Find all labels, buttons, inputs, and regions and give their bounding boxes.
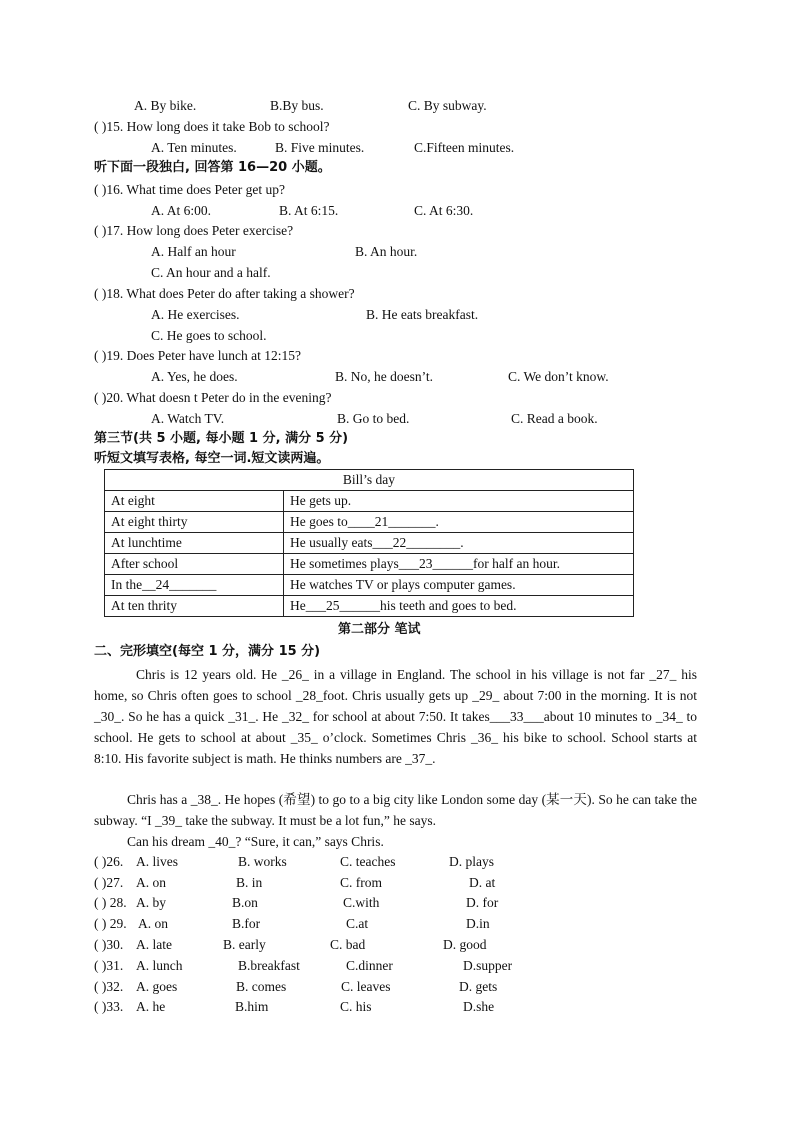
q18-stem: ( )18. What does Peter do after taking a shower?: [94, 286, 355, 301]
passage-paragraph-3: Can his dream _40_? “Sure, it can,” says Chris.: [127, 834, 384, 849]
option-d: D. at: [469, 875, 496, 890]
table-row: [105, 575, 634, 596]
q20-option-a: A. Watch TV.: [151, 411, 225, 426]
q16-stem: ( )16. What time does Peter get up?: [94, 182, 285, 197]
option-b: B.breakfast: [238, 958, 300, 973]
table-row: [105, 554, 634, 575]
option-a: A. late: [136, 937, 172, 952]
option-a: A. on: [138, 916, 168, 931]
item-number: ( ) 29.: [94, 916, 127, 931]
table-cell-activity: He___25______his teeth and goes to bed.: [284, 596, 634, 617]
table-cell-time: At lunchtime: [105, 533, 284, 554]
option-b: B. early: [223, 937, 266, 952]
option-d: D. gets: [459, 979, 498, 994]
item-number: ( )26.: [94, 854, 124, 869]
q20-option-c: C. Read a book.: [511, 411, 598, 426]
option-a: A. lunch: [136, 958, 183, 973]
option-c: C. his: [340, 999, 372, 1014]
table-cell-activity: He sometimes plays___23______for half an hour.: [284, 554, 634, 575]
table-cell-time: At ten thrity: [105, 596, 284, 617]
q20-option-b: B. Go to bed.: [337, 411, 410, 426]
q17-option-b: B. An hour.: [355, 244, 418, 259]
option-c: C. bad: [330, 937, 366, 952]
table-row: [105, 512, 634, 533]
q19-option-c: C. We don’t know.: [508, 369, 609, 384]
section3-title: 第三节(共 5 小题, 每小题 1 分, 满分 5 分): [94, 431, 349, 446]
cloze-title: 二、完形填空(每空 1 分，满分 15 分): [94, 644, 321, 659]
option-b: B.on: [232, 895, 258, 910]
option-a: A. goes: [136, 979, 178, 994]
table-row: [105, 596, 634, 617]
option-d: D. good: [443, 937, 487, 952]
option-a: A. on: [136, 875, 166, 890]
option-c: C.with: [343, 895, 380, 910]
q18-option-a: A. He exercises.: [151, 307, 240, 322]
option-d: D. plays: [449, 854, 494, 869]
table-title: Bill’s day: [105, 470, 634, 491]
table-cell-time: After school: [105, 554, 284, 575]
q17-option-c: C. An hour and a half.: [151, 265, 271, 280]
option-b: B. comes: [236, 979, 287, 994]
table-cell-activity: He gets up.: [284, 491, 634, 512]
q14-option-a: A. By bike.: [134, 98, 197, 113]
item-number: ( )32.: [94, 979, 124, 994]
table-cell-time: In the__24_______: [105, 575, 284, 596]
q16-option-b: B. At 6:15.: [279, 203, 339, 218]
q15-option-a: A. Ten minutes.: [151, 140, 237, 155]
option-d: D.in: [466, 916, 490, 931]
q19-option-b: B. No, he doesn’t.: [335, 369, 433, 384]
option-d: D. for: [466, 895, 499, 910]
q14-option-b: B.By bus.: [270, 98, 324, 113]
q15-option-c: C.Fifteen minutes.: [414, 140, 515, 155]
option-a: A. lives: [136, 854, 178, 869]
option-b: B.him: [235, 999, 269, 1014]
q17-stem: ( )17. How long does Peter exercise?: [94, 223, 294, 238]
bills-day-table: [104, 469, 634, 617]
option-a: A. by: [136, 895, 166, 910]
table-cell-activity: He watches TV or plays computer games.: [284, 575, 634, 596]
option-a: A. he: [136, 999, 166, 1014]
option-d: D.she: [463, 999, 495, 1014]
q16-option-a: A. At 6:00.: [151, 203, 212, 218]
q18-option-c: C. He goes to school.: [151, 328, 267, 343]
option-b: B.for: [232, 916, 261, 931]
table-row: [105, 533, 634, 554]
q17-option-a: A. Half an hour: [151, 244, 236, 259]
q16-option-c: C. At 6:30.: [414, 203, 474, 218]
q15-option-b: B. Five minutes.: [275, 140, 365, 155]
q18-option-b: B. He eats breakfast.: [366, 307, 479, 322]
section-16-20-heading: 听下面一段独白, 回答第 16—20 小题。: [94, 160, 331, 175]
passage-paragraph-1: Chris is 12 years old. He _26_ in a village in England. The school in his village is not far _27_ his home, so Chris often goes to school _28_foot. Chris usually gets up _29_ about 7:00 in the morning. It is not _30_. So he has a quick _31_. He _32_ for school at about 7:50. It takes___33___about 10 minutes to _34_ to school. He gets to school at about _35_ o’clock. Sometimes Chris _36_ his bike to school. School starts at 8:10. His favorite subject is math. He thinks numbers are _37_.: [94, 667, 697, 766]
option-c: C. from: [340, 875, 382, 890]
item-number: ( )30.: [94, 937, 124, 952]
table-row: [105, 491, 634, 512]
q19-option-a: A. Yes, he does.: [151, 369, 238, 384]
option-b: B. works: [238, 854, 287, 869]
q20-stem: ( )20. What doesn t Peter do in the evening?: [94, 390, 332, 405]
table-cell-activity: He usually eats___22________.: [284, 533, 634, 554]
item-number: ( ) 28.: [94, 895, 127, 910]
table-cell-time: At eight thirty: [105, 512, 284, 533]
part2-title: 第二部分 笔试: [338, 622, 421, 637]
item-number: ( )31.: [94, 958, 124, 973]
option-c: C. teaches: [340, 854, 396, 869]
q19-stem: ( )19. Does Peter have lunch at 12:15?: [94, 348, 301, 363]
option-c: C.dinner: [346, 958, 393, 973]
table-cell-activity: He goes to____21_______.: [284, 512, 634, 533]
option-b: B. in: [236, 875, 263, 890]
table-cell-time: At eight: [105, 491, 284, 512]
q15-stem: ( )15. How long does it take Bob to school?: [94, 119, 330, 134]
option-d: D.supper: [463, 958, 513, 973]
item-number: ( )33.: [94, 999, 124, 1014]
item-number: ( )27.: [94, 875, 124, 890]
option-c: C. leaves: [341, 979, 391, 994]
q14-option-c: C. By subway.: [408, 98, 487, 113]
option-c: C.at: [346, 916, 369, 931]
table-header-row: [105, 470, 634, 491]
section3-instruction: 听短文填写表格, 每空一词.短文读两遍。: [94, 451, 330, 466]
passage-paragraph-2: Chris has a _38_. He hopes (希望) to go to a big city like London some day (某一天). So he can take the subway. “I _39_ take the subway. It must be a lot fun,” he says.: [94, 792, 697, 828]
